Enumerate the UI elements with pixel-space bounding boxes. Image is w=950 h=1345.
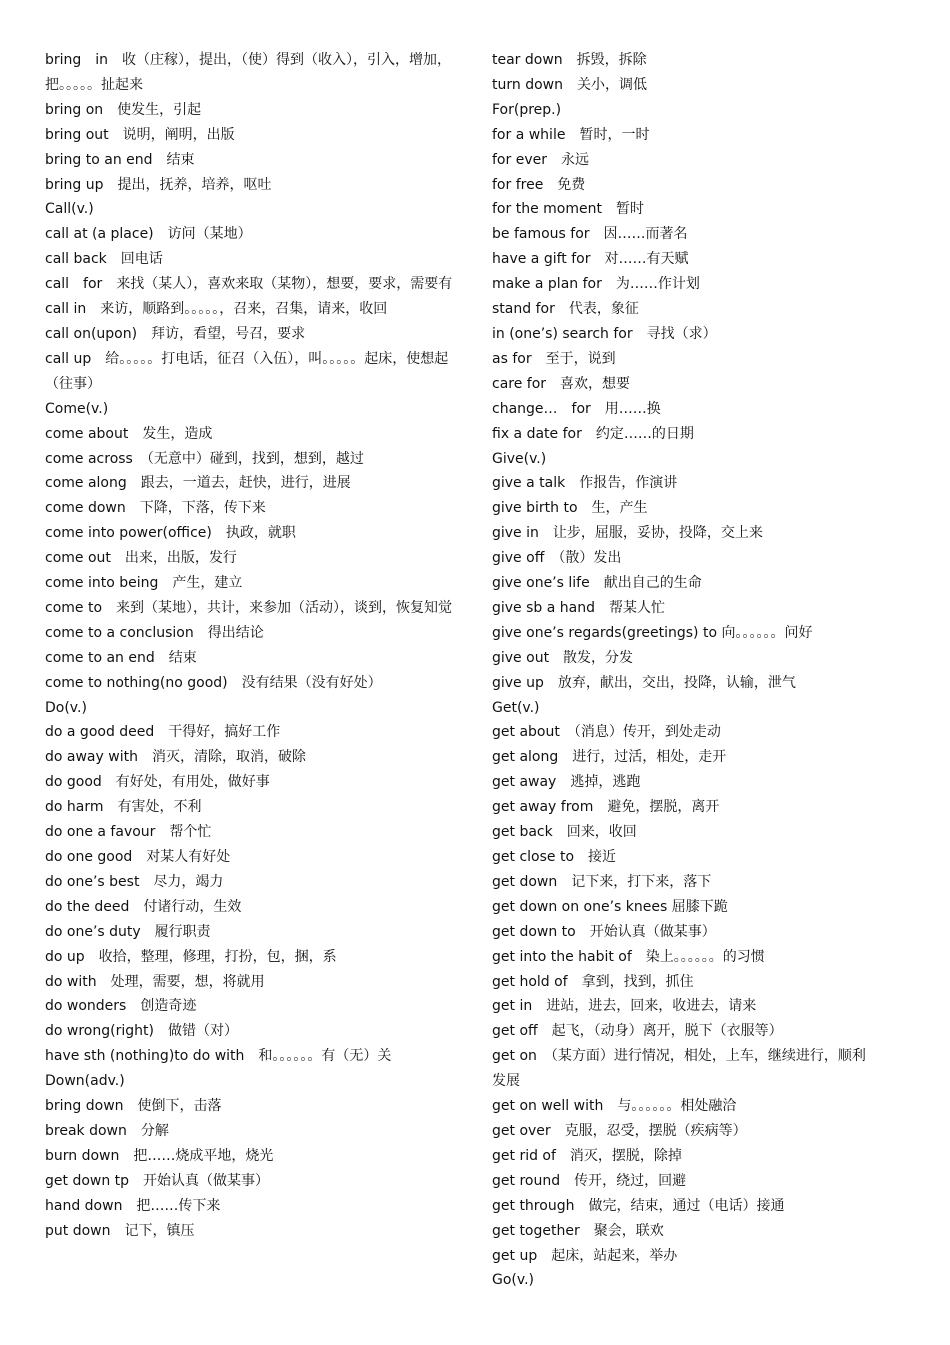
phrase-entry: come about 发生，造成 [45, 425, 213, 442]
phrase-entry: call in 来访，顺路到。。。。。，召来，召集，请来，收回 [45, 301, 388, 318]
phrase-entry: fix a date for 约定……的日期 [492, 425, 694, 442]
phrase-entry: do up 收拾，整理，修理，打扮，包，捆，系 [45, 948, 337, 965]
phrase-entry: have sth (nothing)to do with 和。。。。。。有（无）关 [45, 1048, 392, 1065]
phrase-entry: hand down 把……传下来 [45, 1197, 221, 1214]
phrase-entry: get back 回来，收回 [492, 824, 637, 841]
phrase-entry: care for 喜欢，想要 [492, 375, 631, 392]
phrase-entry: call on(upon) 拜访，看望，号召，要求 [45, 325, 306, 342]
phrase-entry: Give(v.) [492, 450, 547, 467]
phrase-entry: do one a favour 帮个忙 [45, 824, 212, 841]
phrase-entry: bring down 使倒下，击落 [45, 1098, 222, 1115]
phrase-entry: get through 做完，结束，通过（电话）接通 [492, 1197, 785, 1214]
phrase-entry: Do(v.) [45, 699, 87, 716]
phrase-entry: change… for 用……换 [492, 400, 661, 417]
phrase-entry: get down tp 开始认真（做某事） [45, 1172, 270, 1189]
phrase-entry: give out 散发，分发 [492, 649, 634, 666]
phrase-entry: bring in 收（庄稼），提出，（使）得到（收入），引入，增加，把。。。。。扯起来 [45, 52, 452, 93]
phrase-entry: get away from 避免，摆脱，离开 [492, 799, 720, 816]
phrase-entry: do the deed 付诸行动，生效 [45, 898, 242, 915]
phrase-entry: bring on 使发生，引起 [45, 101, 202, 118]
phrase-entry: call up 给。。。。。打电话，征召（入伍），叫。。。。。起床，使想起（往事） [45, 350, 449, 392]
phrase-entry: come out 出来，出版，发行 [45, 550, 237, 567]
phrase-entry: get in 进站，进去，回来，收进去，请来 [492, 998, 757, 1015]
phrase-entry: get on well with 与。。。。。。相处融洽 [492, 1098, 737, 1115]
phrase-entry: do one good 对某人有好处 [45, 849, 231, 865]
phrase-entry: come across （无意中）碰到，找到，想到，越过 [45, 450, 364, 467]
phrase-entry: come into power(office) 执政，就职 [45, 525, 296, 542]
phrase-entry: do harm 有害处，不利 [45, 799, 202, 816]
phrase-entry: get about （消息）传开，到处走动 [492, 724, 721, 741]
phrase-entry: call at (a place) 访问（某地） [45, 226, 252, 243]
phrase-entry: get up 起床，站起来，举办 [492, 1247, 678, 1264]
phrase-entry: bring out 说明，阐明，出版 [45, 126, 235, 143]
phrase-entry: get along 进行，过活，相处，走开 [492, 749, 727, 766]
phrase-entry: come to an end 结束 [45, 649, 197, 666]
phrase-entry: stand for 代表，象征 [492, 301, 639, 318]
phrase-entry: Down(adv.) [45, 1073, 125, 1090]
phrase-entry: come into being 产生，建立 [45, 575, 243, 592]
phrase-entry: do good 有好处，有用处，做好事 [45, 774, 270, 791]
phrase-entry: get into the habit of 染上。。。。。。的习惯 [492, 948, 765, 965]
right-column [492, 48, 877, 1293]
phrase-entry: as for 至于，说到 [492, 350, 616, 367]
phrase-entry: get down on one’s knees 屈膝下跪 [492, 898, 728, 915]
phrase-entry: come along 跟去，一道去，赶快，进行，进展 [45, 475, 351, 492]
phrase-entry: come to a conclusion 得出结论 [45, 624, 264, 641]
phrase-entry: do one’s best 尽力，竭力 [45, 873, 224, 890]
phrase-entry: break down 分解 [45, 1122, 169, 1139]
phrase-entry: call for 来找（某人），喜欢来取（某物），想要，要求，需要有 [45, 276, 453, 293]
phrase-entry: for the moment 暂时 [492, 201, 644, 218]
phrase-entry: do a good deed 干得好，搞好工作 [45, 724, 281, 741]
phrase-entry: for a while 暂时，一时 [492, 126, 650, 143]
phrase-entry: give sb a hand 帮某人忙 [492, 599, 665, 616]
phrase-entry: give a talk 作报告，作演讲 [492, 475, 678, 492]
phrase-entry: Call(v.) [45, 201, 94, 218]
phrase-entry: get on （某方面）进行情况，相处，上车，继续进行，顺利发展 [492, 1048, 866, 1090]
phrase-entry: for free 免费 [492, 176, 586, 193]
phrase-entry: make a plan for 为……作计划 [492, 276, 700, 293]
phrase-entry: come to 来到（某地），共计，来参加（活动），谈到，恢复知觉 [45, 599, 453, 616]
phrase-entry: For(prep.) [492, 101, 562, 118]
left-column [45, 48, 455, 1244]
phrase-entry: in (one’s) search for 寻找（求） [492, 325, 717, 342]
phrase-entry: give up 放弃，献出，交出，投降，认输，泄气 [492, 674, 796, 691]
phrase-entry: give birth to 生，产生 [492, 500, 648, 517]
phrase-entry: give off （散）发出 [492, 550, 622, 567]
phrase-entry: do away with 消灭，清除，取消，破除 [45, 749, 306, 766]
phrase-entry: come down 下降，下落，传下来 [45, 500, 266, 517]
phrase-entry: get down to 开始认真（做某事） [492, 923, 716, 940]
phrase-entry: get off 起飞，（动身）离开，脱下（衣服等） [492, 1023, 783, 1040]
phrase-entry: get away 逃掉，逃跑 [492, 774, 641, 791]
phrase-entry: call back 回电话 [45, 251, 163, 268]
phrase-entry: get down 记下来，打下来，落下 [492, 873, 712, 890]
phrase-entry: turn down 关小，调低 [492, 76, 647, 93]
phrase-entry: get over 克服，忍受，摆脱（疾病等） [492, 1122, 747, 1139]
phrase-entry: do one’s duty 履行职责 [45, 923, 211, 940]
phrase-entry: Go(v.) [492, 1272, 534, 1289]
phrase-entry: get together 聚会，联欢 [492, 1222, 664, 1239]
phrase-entry: do with 处理，需要，想，将就用 [45, 973, 265, 990]
phrase-entry: do wrong(right) 做错（对） [45, 1023, 238, 1040]
phrase-entry: tear down 拆毁，拆除 [492, 52, 647, 68]
phrase-entry: Get(v.) [492, 699, 540, 716]
phrase-entry: get close to 接近 [492, 849, 617, 865]
phrase-entry: burn down 把……烧成平地，烧光 [45, 1147, 274, 1164]
phrase-entry: get hold of 拿到，找到，抓住 [492, 973, 694, 990]
phrase-entry: bring to an end 结束 [45, 151, 195, 168]
phrase-entry: Come(v.) [45, 400, 109, 417]
phrase-entry: be famous for 因……而著名 [492, 226, 688, 243]
phrase-entry: give one’s regards(greetings) to 向。。。。。。问好 [492, 624, 813, 641]
phrase-entry: have a gift for 对……有天赋 [492, 251, 689, 268]
phrase-entry: give one’s life 献出自己的生命 [492, 575, 702, 592]
phrase-entry: get round 传开，绕过，回避 [492, 1172, 687, 1189]
phrase-entry: do wonders 创造奇迹 [45, 998, 197, 1015]
phrase-entry: come to nothing(no good) 没有结果（没有好处） [45, 674, 382, 691]
phrase-entry: for ever 永远 [492, 151, 589, 168]
phrase-entry: bring up 提出，抚养，培养，呕吐 [45, 176, 272, 193]
phrase-entry: put down 记下，镇压 [45, 1222, 195, 1239]
phrase-entry: get rid of 消灭，摆脱，除掉 [492, 1147, 682, 1164]
phrase-entry: give in 让步，屈服，妥协，投降，交上来 [492, 525, 763, 542]
